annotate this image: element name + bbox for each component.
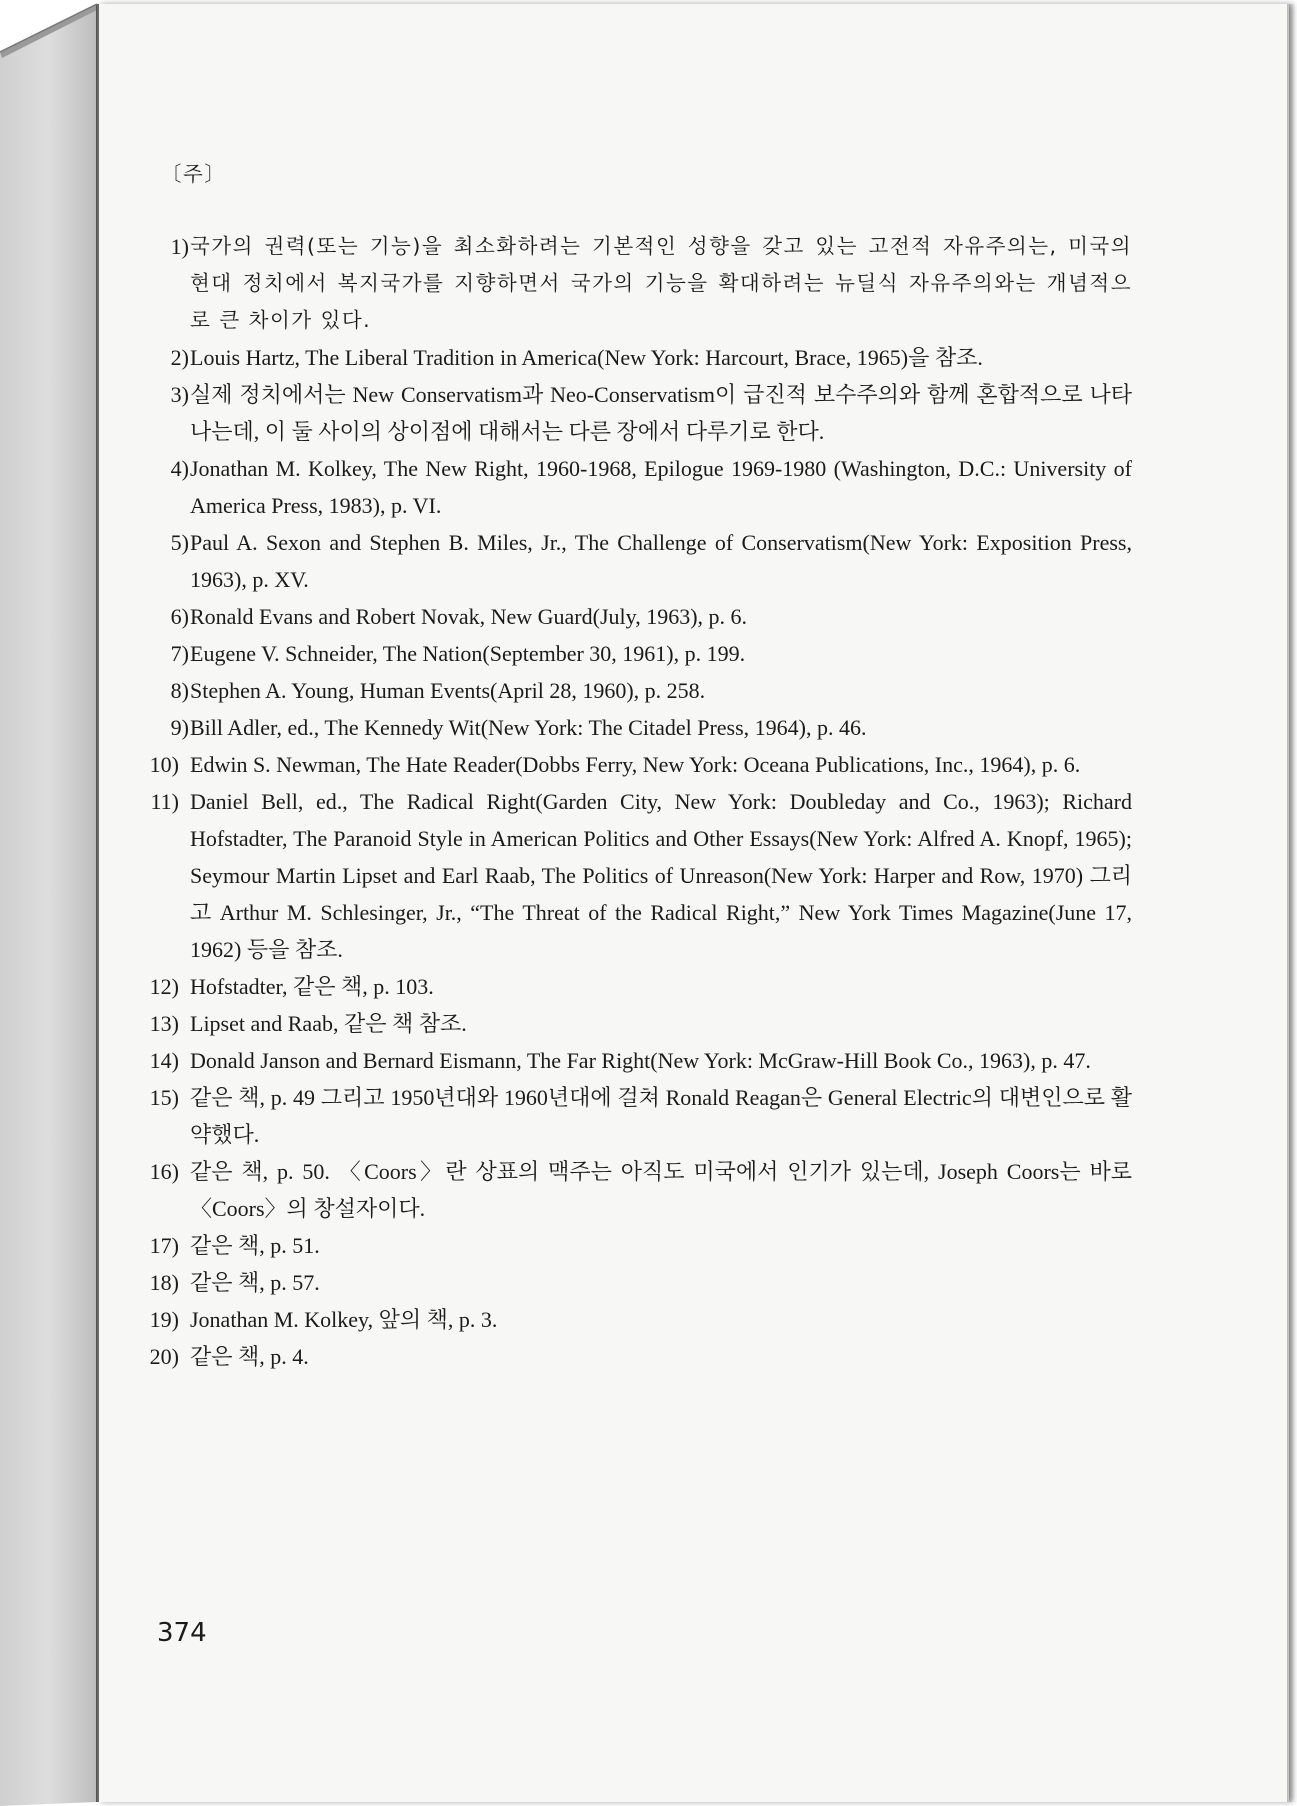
footnote-number: 3) [170,382,189,407]
footnote-18 [149,1264,1132,1301]
footnote-number: 20) [149,1344,179,1369]
footnote-4 [157,450,1132,524]
footnote-12 [149,968,1132,1005]
footnote-11 [150,783,1132,968]
footnote-number: 11) [150,789,179,814]
footnote-3 [157,376,1132,450]
footnote-2 [157,339,1132,376]
footnote-number: 8) [170,678,189,703]
footnote-text: Lipset and Raab, 같은 책 참조. [190,1011,467,1036]
footnote-6 [157,598,1132,635]
footnote-number: 4) [170,456,189,481]
footnote-text: Jonathan M. Kolkey, The New Right, 1960-1968, Epilogue 1969-1980 (Washington, D.C.: University of America Press, 1983), p. VI. [190,456,1132,518]
footnote-14 [149,1042,1132,1079]
footnote-text: Donald Janson and Bernard Eismann, The Far Right(New York: McGraw-Hill Book Co., 1963), p. 47. [190,1048,1091,1073]
footnote-number: 6) [170,604,189,629]
footnote-number: 2) [170,345,189,370]
footnote-13 [149,1005,1132,1042]
footnote-number: 16) [149,1159,179,1184]
footnote-number: 7) [170,641,189,666]
footnote-20 [149,1338,1132,1375]
footnote-number: 9) [170,715,189,740]
footnote-text: Daniel Bell, ed., The Radical Right(Garden City, New York: Doubleday and Co., 1963); Richard Hofstadter, The Paranoid Style in American Politics and Other Essays(New York: Alfred A. Knopf, 1965); Seymour Martin Lipset and Earl Raab, The Politics of Unreason(New York: Harper and Row, 1970) 그리고 Arthur M. Schlesinger, Jr., “The Threat of the Radical Right,” New York Times Magazine(June 17, 1962) 등을 참조. [190,789,1132,962]
footnote-text: 국가의 권력(또는 기능)을 최소화하려는 기본적인 성향을 갖고 있는 고전적 자유주의는, 미국의 현대 정치에서 복지국가를 지향하면서 국가의 기능을 확대하려는 뉴딜식 자유주의와는 개념적으로 큰 차이가 있다. [190,234,1132,332]
footnote-text: 같은 책, p. 49 그리고 1950년대와 1960년대에 걸쳐 Ronald Reagan은 General Electric의 대변인으로 활약했다. [190,1085,1132,1147]
footnote-text: Eugene V. Schneider, The Nation(September 30, 1961), p. 199. [190,641,746,666]
notes-heading: 〔주〕 [161,162,227,186]
footnote-number: 14) [149,1048,179,1073]
footnote-text: Edwin S. Newman, The Hate Reader(Dobbs Ferry, New York: Oceana Publications, Inc., 1964), p. 6. [190,752,1081,777]
footnote-text: Ronald Evans and Robert Novak, New Guard(July, 1963), p. 6. [190,604,748,629]
footnote-number: 12) [149,974,179,999]
footnote-10 [149,746,1132,783]
footnotes-list [149,228,1132,1375]
footnote-number: 18) [149,1270,179,1295]
footnote-number: 10) [149,752,179,777]
footnote-text: Louis Hartz, The Liberal Tradition in America(New York: Harcourt, Brace, 1965)을 참조. [190,345,983,370]
book-spine [0,0,100,1806]
footnote-number: 13) [149,1011,179,1036]
footnote-number: 1) [170,234,189,259]
footnote-text: 같은 책, p. 51. [190,1233,320,1258]
footnote-text: 같은 책, p. 50. 〈Coors〉란 상표의 맥주는 아직도 미국에서 인기가 있는데, Joseph Coors는 바로 〈Coors〉의 창설자이다. [190,1159,1132,1221]
footnote-text: 같은 책, p. 4. [190,1344,309,1369]
footnote-text: Bill Adler, ed., The Kennedy Wit(New York: The Citadel Press, 1964), p. 46. [190,715,867,740]
footnote-17 [149,1227,1132,1264]
footnote-number: 5) [170,530,189,555]
footnote-text: Stephen A. Young, Human Events(April 28, 1960), p. 258. [190,678,706,703]
footnote-16 [149,1153,1132,1227]
footnote-9 [157,709,1132,746]
footnote-1 [157,228,1132,339]
footnote-8 [157,672,1132,709]
footnote-text: 같은 책, p. 57. [190,1270,320,1295]
footnote-number: 19) [149,1307,179,1332]
footnote-15 [149,1079,1132,1153]
footnote-5 [157,524,1132,598]
page-number: 374 [157,1618,207,1648]
footnote-number: 15) [149,1085,179,1110]
footnote-text: 실제 정치에서는 New Conservatism과 Neo-Conservatism이 급진적 보수주의와 함께 혼합적으로 나타나는데, 이 둘 사이의 상이점에 대해서는 다른 장에서 다루기로 한다. [190,382,1132,444]
footnote-19 [149,1301,1132,1338]
footnote-text: Jonathan M. Kolkey, 앞의 책, p. 3. [190,1307,498,1332]
page-edge-shadow [1287,4,1295,1802]
book-spine-graphic [0,0,100,1806]
footnote-7 [157,635,1132,672]
footnote-text: Hofstadter, 같은 책, p. 103. [190,974,434,999]
footnote-text: Paul A. Sexon and Stephen B. Miles, Jr., The Challenge of Conservatism(New York: Exposition Press, 1963), p. XV. [190,530,1132,592]
footnote-number: 17) [149,1233,179,1258]
